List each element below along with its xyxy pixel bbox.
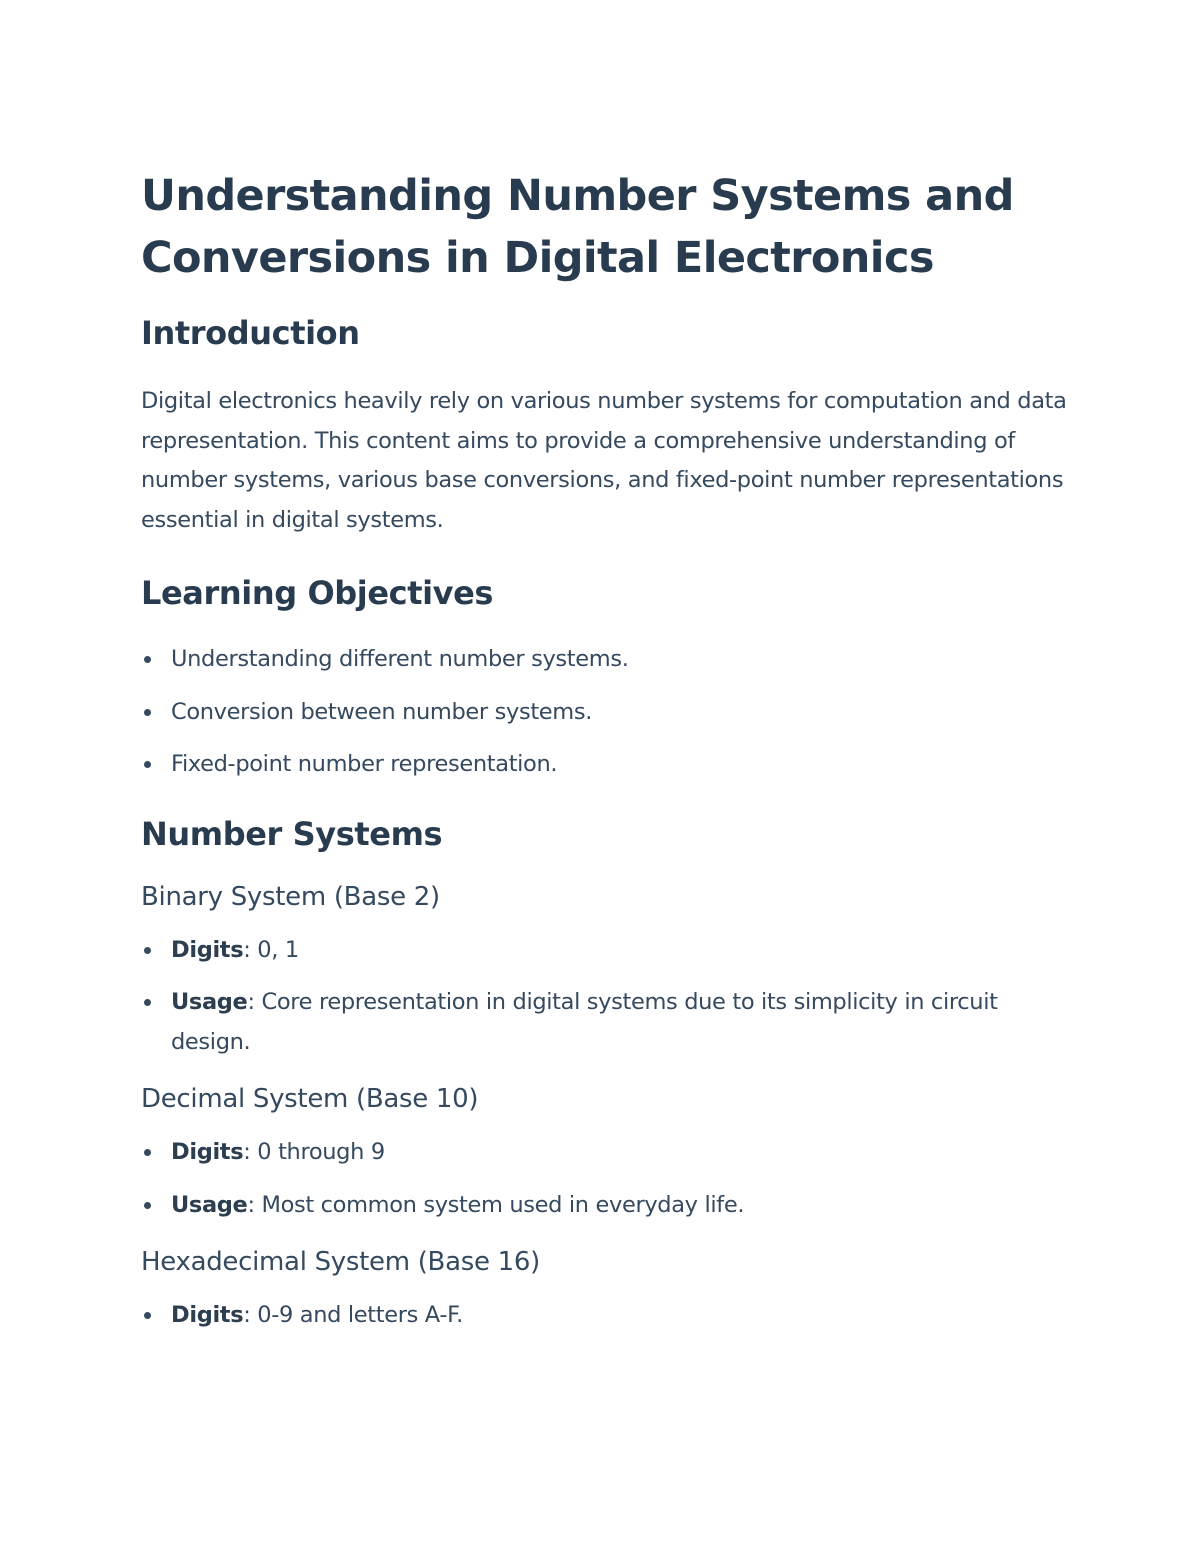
hexadecimal-details-list: [141, 1296, 1071, 1336]
usage-value: : Most common system used in everyday life.: [247, 1191, 745, 1218]
digits-value: : 0 through 9: [243, 1139, 385, 1165]
usage-label: Usage: [171, 989, 248, 1015]
subsection-heading-hexadecimal: Hexadecimal System (Base 16): [141, 1247, 540, 1277]
digits-label: Digits: [171, 1139, 244, 1165]
list-item: Understanding different number systems.: [141, 640, 1071, 680]
digits-label: Digits: [171, 1302, 244, 1328]
document-page: [141, 165, 1071, 1336]
list-item-usage: [141, 1186, 1071, 1226]
digits-value: : 0-9 and letters A-F.: [243, 1302, 463, 1328]
subsection-heading-decimal: Decimal System (Base 10): [141, 1084, 479, 1114]
usage-label: Usage: [171, 1191, 248, 1218]
list-item: Fixed-point number representation.: [141, 745, 1071, 785]
section-heading-learning-objectives: Learning Objectives: [141, 574, 494, 612]
usage-value: : Core representation in digital systems due to its simplicity in circuit design.: [171, 989, 998, 1055]
decimal-details-list: [141, 1133, 1071, 1225]
digits-label: Digits: [171, 936, 244, 963]
list-item-digits: [141, 1296, 1071, 1336]
binary-details-list: [141, 931, 1071, 1063]
learning-objectives-list: [141, 640, 1071, 785]
section-heading-introduction: Introduction: [141, 314, 360, 352]
document-title: Understanding Number Systems and Conversions in Digital Electronics: [141, 171, 1014, 283]
list-item-digits: [141, 931, 1071, 971]
list-item-digits: [141, 1133, 1071, 1173]
list-item-usage: [141, 983, 1071, 1062]
section-heading-number-systems: Number Systems: [141, 814, 443, 853]
introduction-paragraph: Digital electronics heavily rely on various number systems for computation and data representation. This content aims to provide a comprehensive understanding of number systems, various base conversions, and fixed-point number representations essential in digital systems.: [141, 388, 1067, 533]
digits-value: : 0, 1: [243, 936, 299, 963]
subsection-heading-binary: Binary System (Base 2): [141, 881, 440, 912]
list-item: Conversion between number systems.: [141, 693, 1071, 733]
